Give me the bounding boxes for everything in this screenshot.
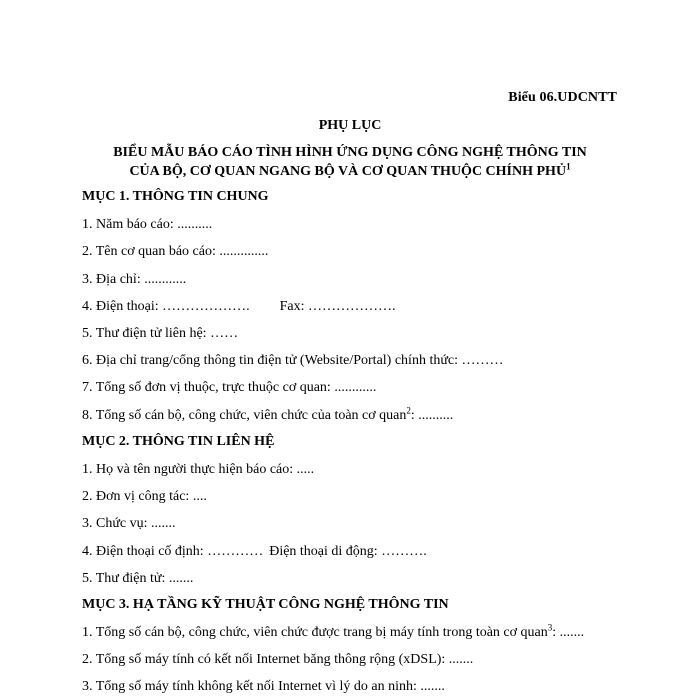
field-units: 7. Tổng số đơn vị thuộc, trực thuộc cơ quan: ............ (82, 380, 377, 395)
section-3-heading: MỤC 3. HẠ TẦNG KỸ THUẬT CÔNG NGHỆ THÔNG TIN (82, 597, 449, 612)
field-landline: 4. Điện thoại cố định: ………… (82, 544, 264, 559)
field-broadband: 2. Tổng số máy tính có kết nối Internet băng thông rộng (xDSL): ....... (82, 652, 474, 667)
field-org-name: 2. Tên cơ quan báo cáo: .............. (82, 244, 269, 259)
field-phones (82, 544, 427, 560)
form-code: Biểu 06.UDCNTT (508, 90, 617, 105)
section-2-heading: MỤC 2. THÔNG TIN LIÊN HỆ (82, 434, 275, 449)
field-work-unit: 2. Đơn vị công tác: .... (82, 489, 207, 504)
field-fax: Fax: ………………. (279, 299, 396, 314)
field-no-internet: 3. Tổng số máy tính không kết nối Internet vì lý do an ninh: ....... (82, 679, 445, 694)
field-contact-email: 5. Thư điện tử liên hệ: …… (82, 326, 239, 341)
field-computers-label: 1. Tổng số cán bộ, công chức, viên chức được trang bị máy tính trong toàn cơ quan (82, 625, 548, 640)
field-phone: 4. Điện thoại: ………………. (82, 299, 250, 314)
field-computers (82, 622, 585, 641)
subtitle-footnote-marker: 1 (566, 161, 571, 172)
field-mobile: Điện thoại di động: ………. (269, 544, 427, 559)
field-staff-label: 8. Tổng số cán bộ, công chức, viên chức của toàn cơ quan (82, 408, 407, 423)
document-title: PHỤ LỤC (318, 118, 382, 133)
staff-footnote-marker: 2 (406, 405, 411, 416)
field-reporter-name: 1. Họ và tên người thực hiện báo cáo: ..... (82, 462, 315, 477)
document-subtitle (60, 143, 640, 181)
field-phone-fax (82, 299, 396, 315)
section-1-heading: MỤC 1. THÔNG TIN CHUNG (82, 189, 269, 204)
field-computers-value: : ....... (552, 625, 585, 640)
field-staff (82, 405, 454, 424)
field-staff-value: : .......... (410, 408, 454, 423)
field-report-year: 1. Năm báo cáo: .......... (82, 217, 213, 232)
field-email: 5. Thư điện tử: ....... (82, 571, 194, 586)
field-website: 6. Địa chỉ trang/cổng thông tin điện tử (Website/Portal) chính thức: ……… (82, 353, 504, 368)
field-position: 3. Chức vụ: ....... (82, 516, 176, 531)
subtitle-line-2: CỦA BỘ, CƠ QUAN NGANG BỘ VÀ CƠ QUAN THUỘC CHÍNH PHỦ (129, 164, 567, 179)
computers-footnote-marker: 3 (547, 622, 553, 633)
subtitle-line-1: BIỂU MẪU BÁO CÁO TÌNH HÌNH ỨNG DỤNG CÔNG NGHỆ THÔNG TIN (113, 145, 587, 160)
field-address: 3. Địa chỉ: ............ (82, 272, 187, 287)
